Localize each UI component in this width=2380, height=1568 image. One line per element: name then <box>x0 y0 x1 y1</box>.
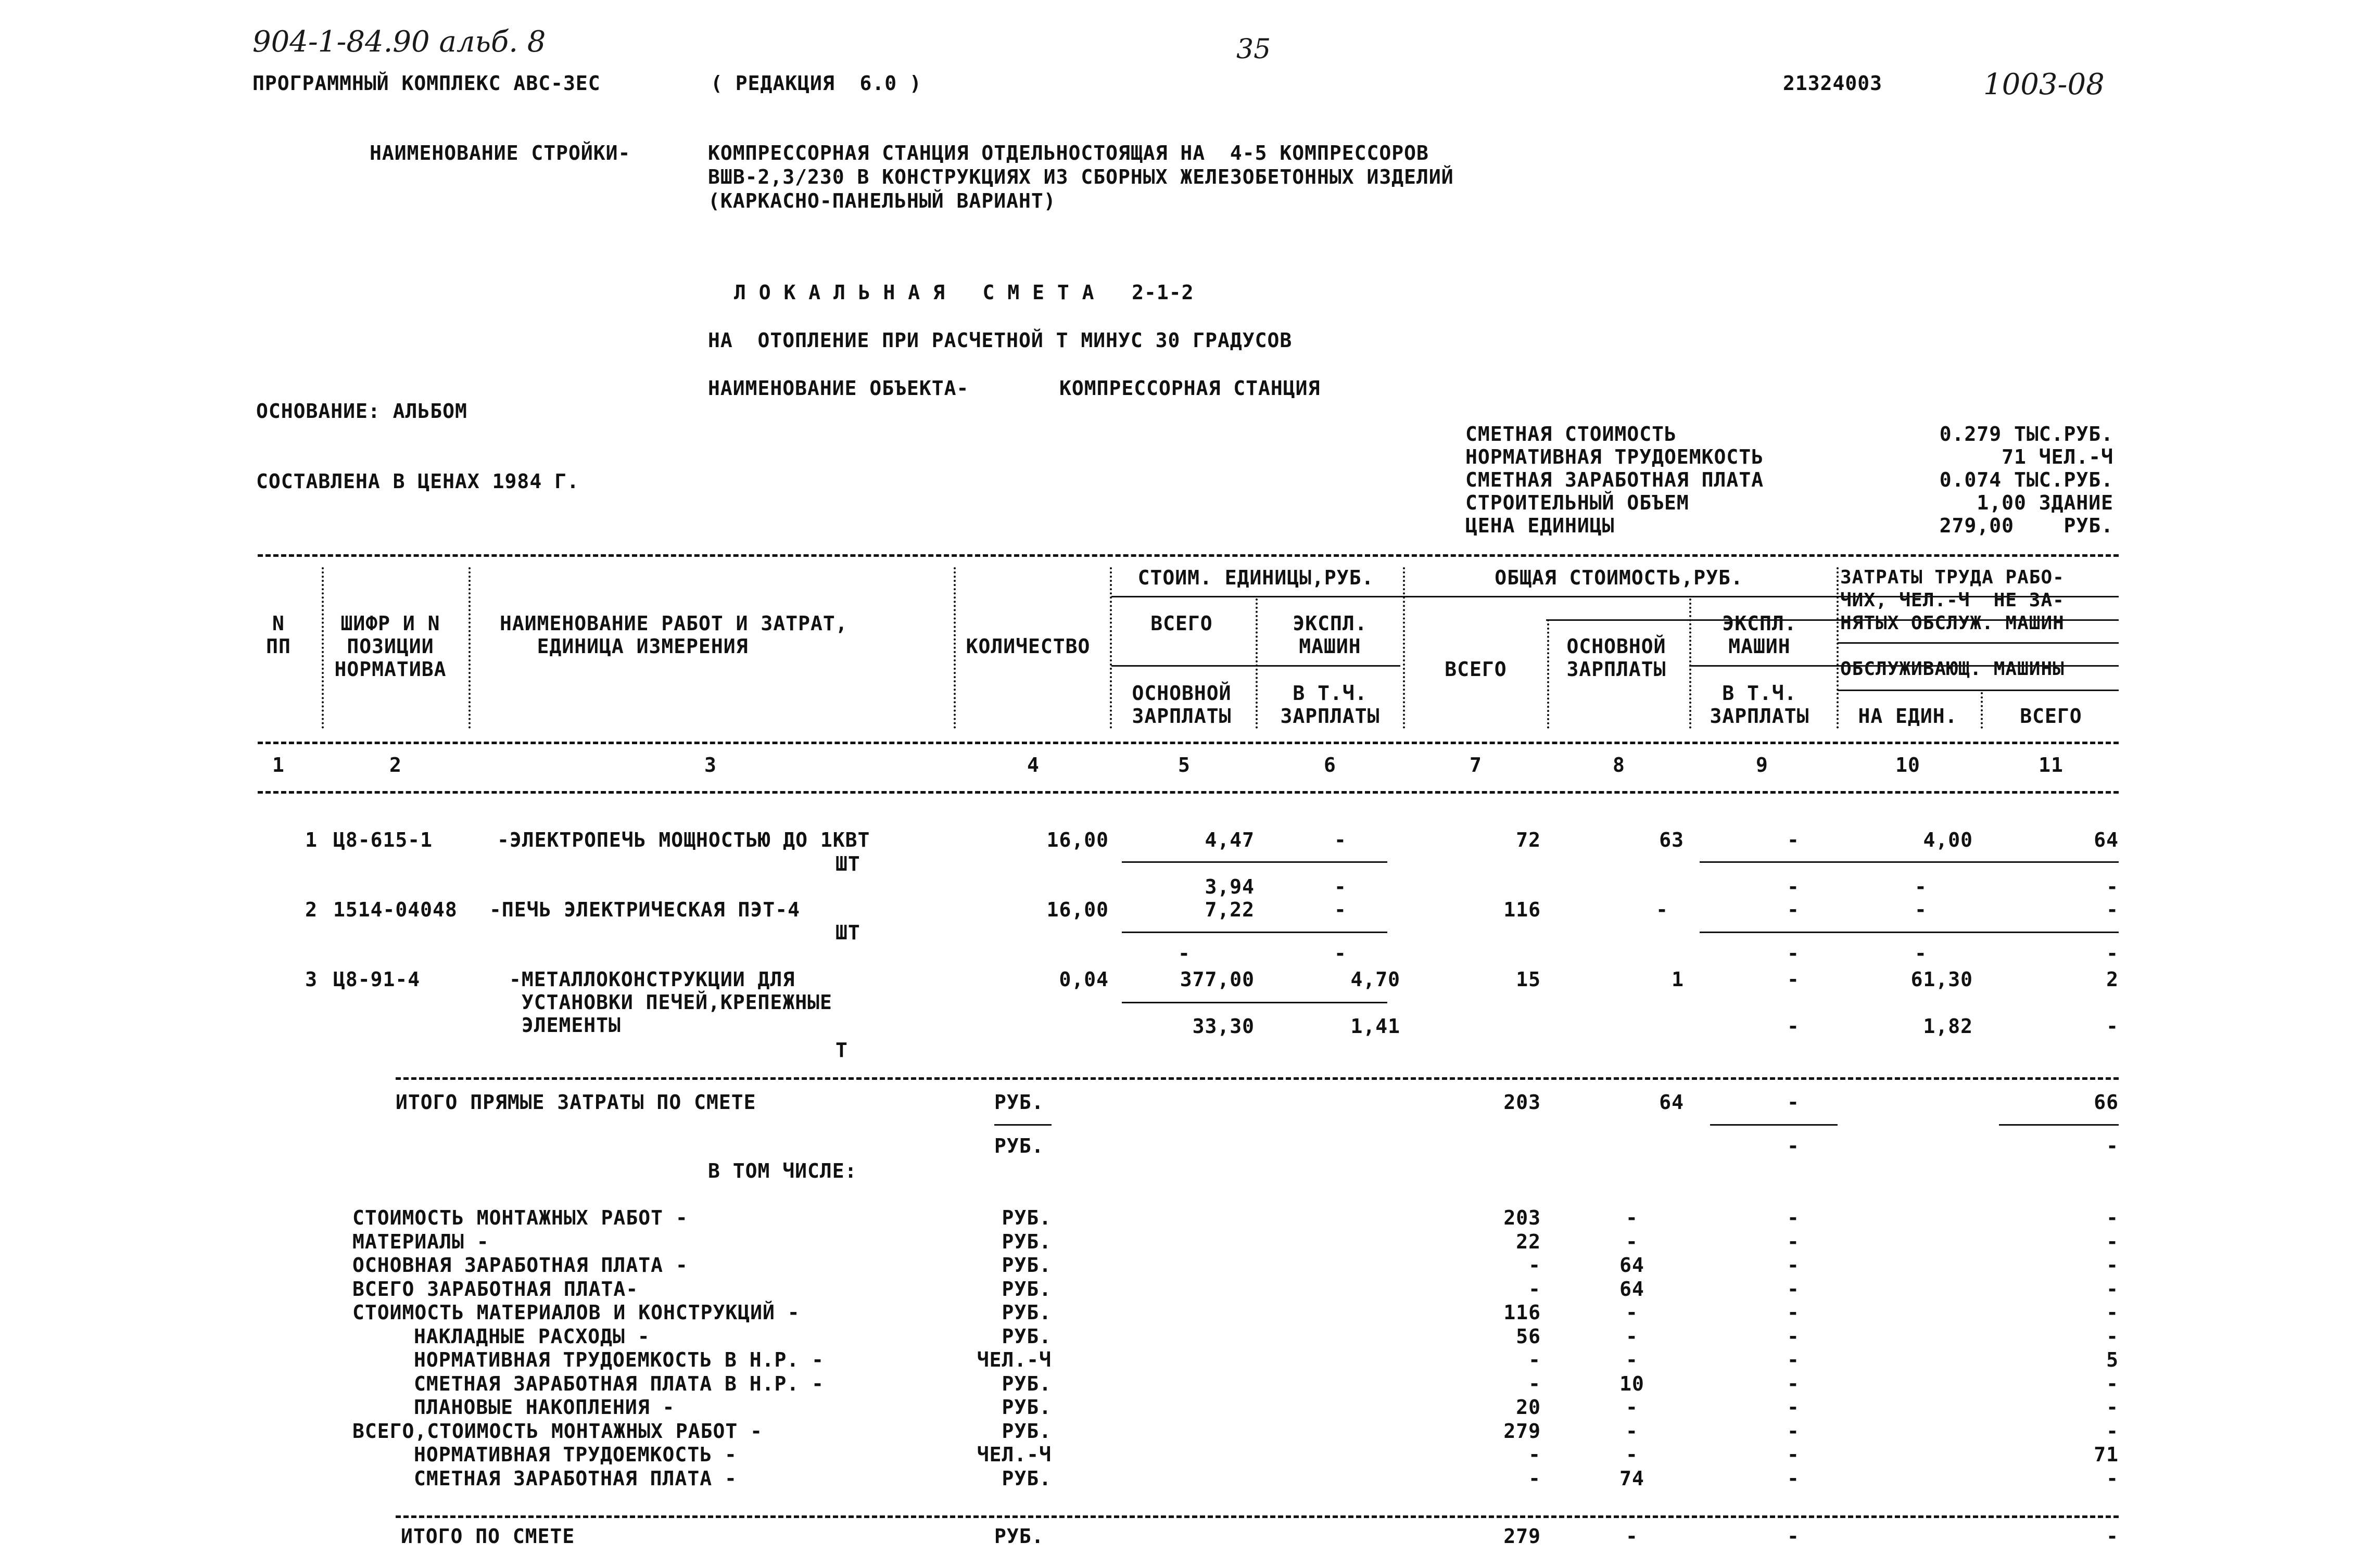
row-labor-total-machines: - <box>2106 1015 2119 1038</box>
row-divider <box>1122 1002 1387 1003</box>
breakdown-unit: РУБ. <box>1002 1325 1052 1348</box>
breakdown-labor: - <box>2106 1396 2119 1419</box>
row-name: -ЭЛЕКТРОПЕЧЬ МОЩНОСТЬЮ ДО 1КВТ <box>497 828 870 851</box>
row-code: Ц8-615-1 <box>333 828 433 851</box>
col-header-unit-machine-wage: В Т.Ч. ЗАРПЛАТЫ <box>1280 682 1380 728</box>
estimate-prices: СОСТАВЛЕНА В ЦЕНАХ 1984 Г. <box>256 470 579 493</box>
breakdown-labor: - <box>2106 1420 2119 1443</box>
column-number: 7 <box>1470 754 1482 776</box>
row-total-machine-wage: - <box>1787 942 1800 965</box>
row-total-wage: 63 <box>1659 828 1684 851</box>
breakdown-wage: - <box>1626 1396 1638 1419</box>
breakdown-machines: - <box>1787 1348 1800 1371</box>
breakdown-labor: - <box>2106 1301 2119 1324</box>
final-total-value: 279 <box>1503 1525 1541 1548</box>
col-header-quantity: КОЛИЧЕСТВО <box>966 635 1091 658</box>
col-header-total-machine-wage: В Т.Ч. ЗАРПЛАТЫ <box>1710 682 1809 728</box>
header-divider <box>1546 619 2119 621</box>
col-header-unit-total: ВСЕГО <box>1150 612 1213 635</box>
breakdown-labor: - <box>2106 1467 2119 1490</box>
breakdown-total: - <box>1528 1254 1541 1277</box>
row-total-machines: - <box>1787 828 1800 851</box>
breakdown-total: - <box>1528 1278 1541 1301</box>
row-number: 3 <box>305 968 318 991</box>
breakdown-wage: 64 <box>1619 1254 1644 1277</box>
row-unit-machine-wage: - <box>1334 942 1347 965</box>
handwritten-album-ref: 904-1-84.90 альб. 8 <box>252 25 546 59</box>
breakdown-label: СТОИМОСТЬ МОНТАЖНЫХ РАБОТ - <box>352 1206 688 1229</box>
breakdown-labor: 5 <box>2106 1348 2119 1371</box>
object-value: КОМПРЕССОРНАЯ СТАНЦИЯ <box>1059 377 1321 400</box>
row-unit-total: 377,00 <box>1180 968 1255 991</box>
breakdown-labor: - <box>2106 1278 2119 1301</box>
program-edition: ( РЕДАКЦИЯ 6.0 ) <box>711 72 922 95</box>
table-top-rule <box>258 554 2119 557</box>
breakdown-label: ПЛАНОВЫЕ НАКОПЛЕНИЯ - <box>414 1396 675 1419</box>
estimate-basis: ОСНОВАНИЕ: АЛЬБОМ <box>256 400 467 423</box>
summary-value: 0.279 ТЫС.РУБ. <box>1939 423 2113 445</box>
construction-label: НАИМЕНОВАНИЕ СТРОЙКИ- <box>370 142 631 164</box>
direct-costs-divider <box>1710 1124 1838 1126</box>
breakdown-total: 20 <box>1516 1396 1541 1419</box>
col-header-unit-cost: СТОИМ. ЕДИНИЦЫ,РУБ. <box>1137 566 1374 589</box>
row-unit-machine-wage: - <box>1334 875 1347 898</box>
row-quantity: 16,00 <box>1046 828 1109 851</box>
program-name: ПРОГРАММНЫЙ КОМПЛЕКС АВС-3ЕС <box>252 72 601 95</box>
breakdown-label: НОРМАТИВНАЯ ТРУДОЕМКОСТЬ - <box>414 1443 737 1466</box>
breakdown-wage: 10 <box>1619 1372 1644 1395</box>
breakdown-machines: - <box>1787 1420 1800 1443</box>
row-total: 116 <box>1503 898 1541 921</box>
row-unit-wage: - <box>1178 942 1191 965</box>
row-name: -МЕТАЛЛОКОНСТРУКЦИИ ДЛЯ УСТАНОВКИ ПЕЧЕЙ,КРЕПЕЖНЫЕ ЭЛЕМЕНТЫ <box>509 968 832 1037</box>
row-unit: ШТ <box>835 921 860 944</box>
breakdown-unit: РУБ. <box>1002 1254 1052 1277</box>
final-total-unit: РУБ. <box>994 1525 1044 1548</box>
row-labor-unit-machines: 1,82 <box>1923 1015 1973 1038</box>
summary-label: СМЕТНАЯ СТОИМОСТЬ <box>1465 423 1677 445</box>
breakdown-wage: - <box>1626 1443 1638 1466</box>
final-total-labor: - <box>2106 1525 2119 1548</box>
breakdown-bottom-rule <box>396 1515 2119 1518</box>
direct-costs-total: 203 <box>1503 1091 1541 1114</box>
row-quantity: 16,00 <box>1046 898 1109 921</box>
breakdown-total: - <box>1528 1372 1541 1395</box>
breakdown-total: - <box>1528 1348 1541 1371</box>
row-labor-unit: - <box>1915 898 1927 921</box>
header-divider <box>1838 690 2119 691</box>
row-unit: ШТ <box>835 852 860 875</box>
header-divider <box>1838 642 2119 644</box>
header-divider <box>1689 665 2119 667</box>
col-header-code: ШИФР И N ПОЗИЦИИ НОРМАТИВА <box>334 612 447 681</box>
breakdown-total: 203 <box>1503 1206 1541 1229</box>
direct-costs-divider <box>994 1124 1052 1126</box>
col-header-name: НАИМЕНОВАНИЕ РАБОТ И ЗАТРАТ, ЕДИНИЦА ИЗМЕРЕНИЯ <box>500 612 848 658</box>
row-total-wage: 1 <box>1672 968 1684 991</box>
row-total-wage: - <box>1656 898 1668 921</box>
row-name: -ПЕЧЬ ЭЛЕКТРИЧЕСКАЯ ПЭТ-4 <box>489 898 800 921</box>
construction-line-1: КОМПРЕССОРНАЯ СТАНЦИЯ ОТДЕЛЬНОСТОЯЩАЯ НА 4-5 КОМПРЕССОРОВ <box>708 142 1429 164</box>
row-divider <box>1700 932 2119 933</box>
column-number: 4 <box>1027 754 1040 776</box>
breakdown-label: МАТЕРИАЛЫ - <box>352 1230 489 1253</box>
direct-costs-divider <box>1999 1124 2119 1126</box>
row-unit-wage: 3,94 <box>1205 875 1255 898</box>
direct-costs-wage: 64 <box>1659 1091 1684 1114</box>
row-labor-total: - <box>2106 898 2119 921</box>
row-labor-unit: 4,00 <box>1923 828 1973 851</box>
breakdown-wage: 64 <box>1619 1278 1644 1301</box>
row-labor-total: 2 <box>2106 968 2119 991</box>
breakdown-total: - <box>1528 1467 1541 1490</box>
breakdown-label: СМЕТНАЯ ЗАРАБОТНАЯ ПЛАТА В Н.Р. - <box>414 1372 824 1395</box>
summary-label: СМЕТНАЯ ЗАРАБОТНАЯ ПЛАТА <box>1465 468 1764 491</box>
row-labor-total: 64 <box>2094 828 2119 851</box>
row-unit-machine-wage: 1,41 <box>1350 1015 1400 1038</box>
row-unit-total: 7,22 <box>1205 898 1255 921</box>
column-number: 9 <box>1756 754 1768 776</box>
col-header-labor: ЗАТРАТЫ ТРУДА РАБО- ЧИХ, ЧЕЛ.-Ч НЕ ЗА- НЯТЫХ ОБСЛУЖ. МАШИН <box>1840 567 2065 634</box>
estimate-subtitle: НА ОТОПЛЕНИЕ ПРИ РАСЧЕТНОЙ Т МИНУС 30 ГРАДУСОВ <box>708 329 1293 352</box>
summary-value: 71 ЧЕЛ.-Ч <box>2002 445 2113 468</box>
col-header-total-machines: ЭКСПЛ. МАШИН <box>1722 612 1797 658</box>
breakdown-label: ВСЕГО ЗАРАБОТНАЯ ПЛАТА- <box>352 1278 639 1301</box>
direct-costs-unit-2: РУБ. <box>994 1134 1044 1157</box>
breakdown-unit: ЧЕЛ.-Ч <box>977 1443 1052 1466</box>
breakdown-wage: - <box>1626 1230 1638 1253</box>
final-total-wage: - <box>1626 1525 1638 1548</box>
direct-costs-machines: - <box>1787 1091 1800 1114</box>
direct-costs-machine-wage: - <box>1787 1134 1800 1157</box>
breakdown-label: СМЕТНАЯ ЗАРАБОТНАЯ ПЛАТА - <box>414 1467 737 1490</box>
row-divider <box>1122 861 1387 863</box>
final-total-label: ИТОГО ПО СМЕТЕ <box>401 1525 575 1548</box>
breakdown-labor: - <box>2106 1254 2119 1277</box>
column-number: 3 <box>704 754 717 776</box>
col-header-total-cost: ОБЩАЯ СТОИМОСТЬ,РУБ. <box>1495 566 1743 589</box>
row-code: Ц8-91-4 <box>333 968 421 991</box>
breakdown-unit: РУБ. <box>1002 1230 1052 1253</box>
direct-costs-label: ИТОГО ПРЯМЫЕ ЗАТРАТЫ ПО СМЕТЕ <box>396 1091 756 1114</box>
column-number: 2 <box>389 754 402 776</box>
col-header-labor-sub: ОБСЛУЖИВАЮЩ. МАШИНЫ <box>1840 658 2065 680</box>
breakdown-label: НОРМАТИВНАЯ ТРУДОЕМКОСТЬ В Н.Р. - <box>414 1348 824 1371</box>
header-divider <box>1111 596 2119 597</box>
row-unit: Т <box>835 1039 848 1062</box>
row-unit-machines: - <box>1334 828 1347 851</box>
breakdown-machines: - <box>1787 1372 1800 1395</box>
summary-value: 1,00 ЗДАНИЕ <box>1977 491 2113 514</box>
breakdown-unit: РУБ. <box>1002 1467 1052 1490</box>
breakdown-unit: РУБ. <box>1002 1278 1052 1301</box>
col-header-unit-wage: ОСНОВНОЙ ЗАРПЛАТЫ <box>1132 682 1232 728</box>
row-total: 15 <box>1516 968 1541 991</box>
construction-line-2: ВШВ-2,3/230 В КОНСТРУКЦИЯХ ИЗ СБОРНЫХ ЖЕЛЕЗОБЕТОННЫХ ИЗДЕЛИЙ <box>708 165 1454 188</box>
column-number: 6 <box>1324 754 1336 776</box>
breakdown-label: СТОИМОСТЬ МАТЕРИАЛОВ И КОНСТРУКЦИЙ - <box>352 1301 800 1324</box>
row-unit-machines: 4,70 <box>1350 968 1400 991</box>
row-code: 1514-04048 <box>333 898 458 921</box>
breakdown-wage: - <box>1626 1348 1638 1371</box>
breakdown-total: - <box>1528 1443 1541 1466</box>
breakdown-wage: - <box>1626 1420 1638 1443</box>
row-labor-unit: 61,30 <box>1910 968 1973 991</box>
direct-costs-unit: РУБ. <box>994 1091 1044 1114</box>
breakdown-unit: РУБ. <box>1002 1301 1052 1324</box>
breakdown-machines: - <box>1787 1396 1800 1419</box>
column-number: 11 <box>2039 754 2063 776</box>
breakdown-wage: 74 <box>1619 1467 1644 1490</box>
breakdown-labor: 71 <box>2094 1443 2119 1466</box>
breakdown-label: НАКЛАДНЫЕ РАСХОДЫ - <box>414 1325 650 1348</box>
row-number: 2 <box>305 898 318 921</box>
breakdown-wage: - <box>1626 1301 1638 1324</box>
direct-costs-labor-machines: - <box>2106 1134 2119 1157</box>
row-divider <box>1700 861 2119 863</box>
summary-label: СТРОИТЕЛЬНЫЙ ОБЪЕМ <box>1465 491 1689 514</box>
column-number: 8 <box>1613 754 1625 776</box>
breakdown-label: ВСЕГО,СТОИМОСТЬ МОНТАЖНЫХ РАБОТ - <box>352 1420 763 1443</box>
column-number: 5 <box>1178 754 1191 776</box>
breakdown-unit: РУБ. <box>1002 1206 1052 1229</box>
breakdown-machines: - <box>1787 1443 1800 1466</box>
breakdown-machines: - <box>1787 1467 1800 1490</box>
summary-label: НОРМАТИВНАЯ ТРУДОЕМКОСТЬ <box>1465 445 1764 468</box>
col-header-number: N ПП <box>266 612 291 658</box>
estimate-title: Л О К А Л Ь Н А Я С М Е Т А 2-1-2 <box>734 281 1194 304</box>
final-total-machines: - <box>1787 1525 1800 1548</box>
row-labor-total-machines: - <box>2106 942 2119 965</box>
breakdown-label: ОСНОВНАЯ ЗАРАБОТНАЯ ПЛАТА - <box>352 1254 688 1277</box>
breakdown-machines: - <box>1787 1278 1800 1301</box>
breakdown-unit: РУБ. <box>1002 1420 1052 1443</box>
summary-value: 279,00 РУБ. <box>1939 514 2113 537</box>
breakdown-labor: - <box>2106 1325 2119 1348</box>
breakdown-total: 279 <box>1503 1420 1541 1443</box>
breakdown-total: 116 <box>1503 1301 1541 1324</box>
row-labor-unit-machines: - <box>1915 942 1927 965</box>
col-header-labor-total: ВСЕГО <box>2020 705 2082 728</box>
breakdown-total: 56 <box>1516 1325 1541 1348</box>
row-number: 1 <box>305 828 318 851</box>
row-total-machine-wage: - <box>1787 1015 1800 1038</box>
object-label: НАИМЕНОВАНИЕ ОБЪЕКТА- <box>708 377 969 400</box>
row-unit-wage: 33,30 <box>1192 1015 1255 1038</box>
handwritten-doc-code: 1003-08 <box>1983 68 2105 101</box>
header-bottom-rule <box>258 742 2119 744</box>
breakdown-wage: - <box>1626 1325 1638 1348</box>
col-header-total-wage: ОСНОВНОЙ ЗАРПЛАТЫ <box>1566 635 1666 681</box>
row-total: 72 <box>1516 828 1541 851</box>
row-total-machines: - <box>1787 968 1800 991</box>
construction-line-3: (КАРКАСНО-ПАНЕЛЬНЫЙ ВАРИАНТ) <box>708 189 1056 212</box>
breakdown-machines: - <box>1787 1230 1800 1253</box>
col-header-total-all: ВСЕГО <box>1445 658 1507 681</box>
row-total-machines: - <box>1787 898 1800 921</box>
column-numbers-rule <box>258 791 2119 794</box>
breakdown-machines: - <box>1787 1254 1800 1277</box>
summary-value: 0.074 ТЫС.РУБ. <box>1939 468 2113 491</box>
breakdown-unit: РУБ. <box>1002 1372 1052 1395</box>
breakdown-machines: - <box>1787 1206 1800 1229</box>
breakdown-labor: - <box>2106 1206 2119 1229</box>
row-unit-machines: - <box>1334 898 1347 921</box>
summary-label: ЦЕНА ЕДИНИЦЫ <box>1465 514 1615 537</box>
breakdown-unit: ЧЕЛ.-Ч <box>977 1348 1052 1371</box>
row-unit-total: 4,47 <box>1205 828 1255 851</box>
breakdown-unit: РУБ. <box>1002 1396 1052 1419</box>
breakdown-machines: - <box>1787 1325 1800 1348</box>
col-header-unit-machines: ЭКСПЛ. МАШИН <box>1293 612 1368 658</box>
row-quantity: 0,04 <box>1059 968 1109 991</box>
breakdown-labor: - <box>2106 1372 2119 1395</box>
page-number: 35 <box>1236 34 1271 65</box>
col-header-labor-unit: НА ЕДИН. <box>1858 705 1958 728</box>
column-number: 10 <box>1895 754 1920 776</box>
breakdown-machines: - <box>1787 1301 1800 1324</box>
breakdown-labor: - <box>2106 1230 2119 1253</box>
row-labor-unit-machines: - <box>1915 875 1927 898</box>
row-total-machine-wage: - <box>1787 875 1800 898</box>
row-divider <box>1122 932 1387 933</box>
breakdown-wage: - <box>1626 1206 1638 1229</box>
row-labor-total-machines: - <box>2106 875 2119 898</box>
rows-bottom-rule <box>396 1077 2119 1080</box>
including-label: В ТОМ ЧИСЛЕ: <box>708 1159 857 1182</box>
program-code: 21324003 <box>1783 72 1883 95</box>
breakdown-total: 22 <box>1516 1230 1541 1253</box>
direct-costs-labor: 66 <box>2094 1091 2119 1114</box>
column-number: 1 <box>272 754 285 776</box>
